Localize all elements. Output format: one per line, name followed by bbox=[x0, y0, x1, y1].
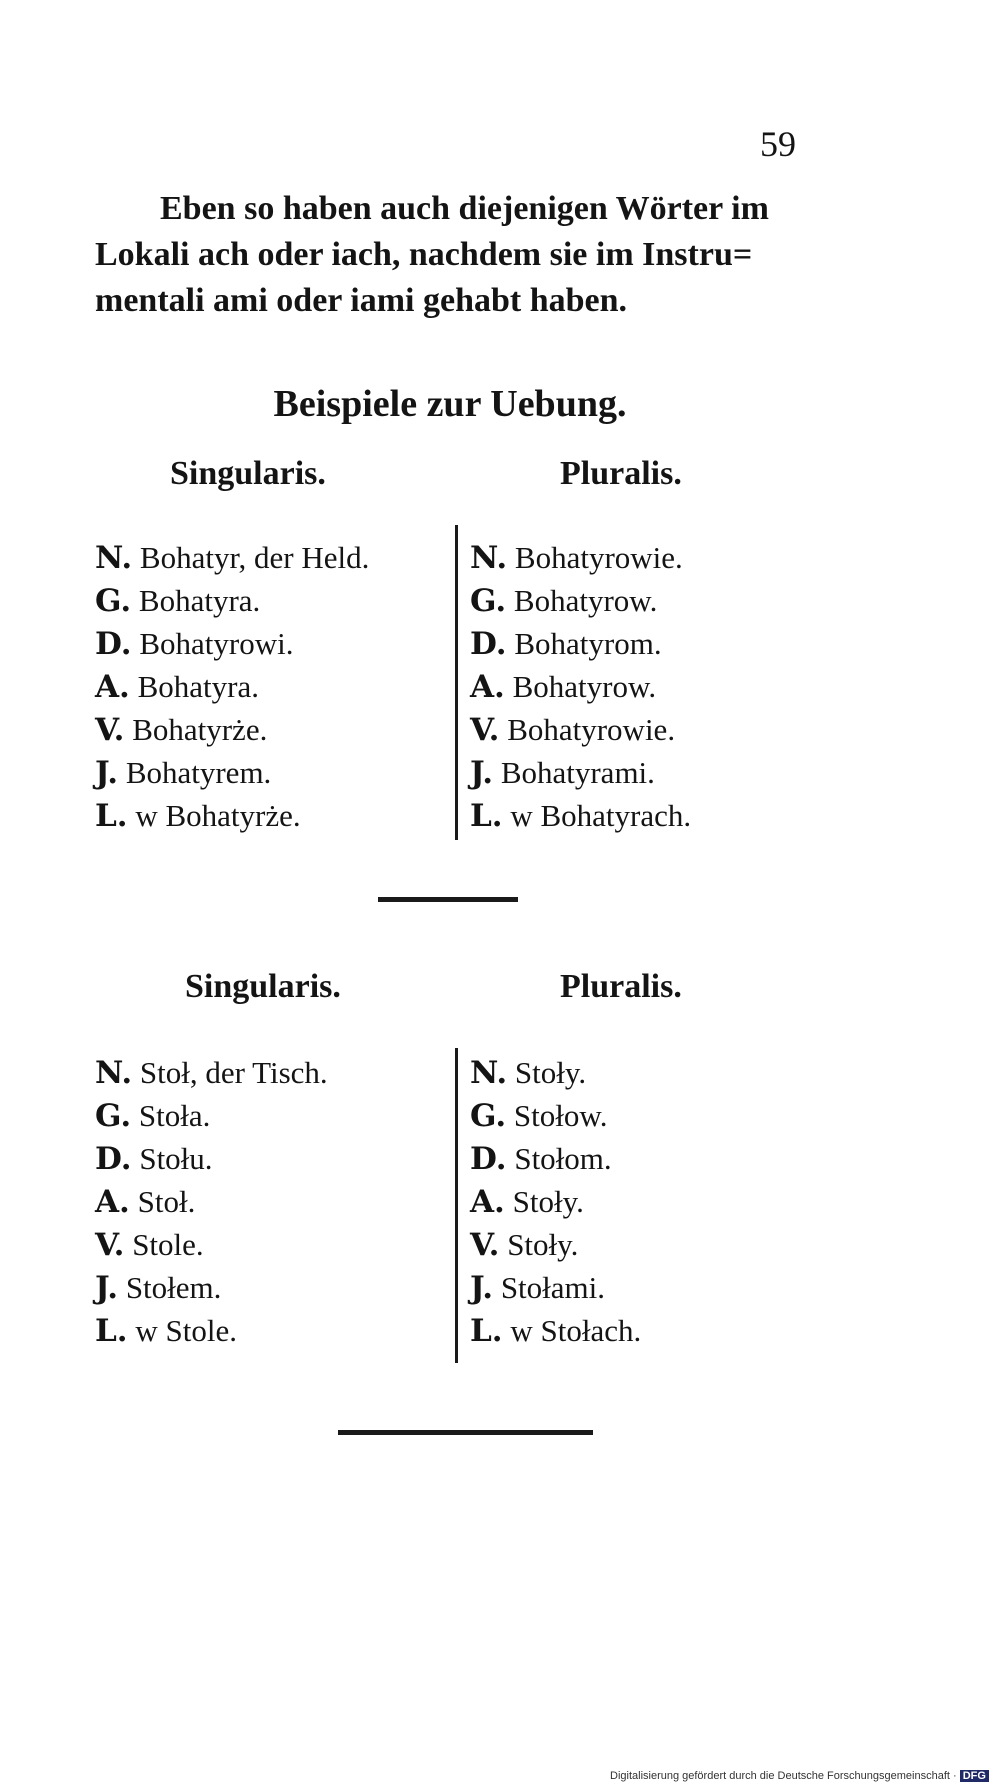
plural-row bbox=[470, 1270, 605, 1306]
word-form: Stołami. bbox=[500, 1270, 606, 1305]
singular-row bbox=[95, 712, 267, 748]
word-form: w Bohatyrach. bbox=[510, 798, 692, 833]
case-label: N. bbox=[470, 540, 508, 576]
word-form: Stoła. bbox=[138, 1098, 211, 1133]
plural-row bbox=[470, 798, 691, 834]
case-label: L. bbox=[470, 1313, 503, 1349]
case-label: L. bbox=[95, 1313, 128, 1349]
case-label: A. bbox=[95, 669, 130, 705]
word-form: Stoł, der Tisch. bbox=[139, 1055, 328, 1090]
word-form: Bohatyrowie. bbox=[507, 712, 676, 747]
singular-row bbox=[95, 540, 369, 576]
word-form: Stole. bbox=[132, 1227, 204, 1262]
singular-row bbox=[95, 798, 301, 834]
intro-line: Eben so haben auch diejenigen Wörter im bbox=[160, 190, 769, 227]
plural-row bbox=[470, 540, 683, 576]
singular-row bbox=[95, 1313, 237, 1349]
word-form: Stoł. bbox=[137, 1184, 196, 1219]
word-form: Bohatyrom. bbox=[514, 626, 662, 661]
case-label: L. bbox=[470, 798, 503, 834]
case-label: G. bbox=[95, 583, 132, 619]
singular-row bbox=[95, 1098, 210, 1134]
plural-row bbox=[470, 669, 656, 705]
case-label: A. bbox=[470, 1184, 505, 1220]
singular-row bbox=[95, 755, 271, 791]
intro-line: Lokali ach oder iach, nachdem sie im Instru= bbox=[95, 236, 753, 273]
singular-row bbox=[95, 626, 293, 662]
page-number: 59 bbox=[760, 124, 796, 164]
plural-row bbox=[470, 1184, 584, 1220]
case-label: N. bbox=[470, 1055, 508, 1091]
singular-header: Singularis. bbox=[170, 455, 326, 492]
case-label: N. bbox=[95, 540, 133, 576]
dfg-logo: DFG bbox=[960, 1770, 989, 1782]
case-label: N. bbox=[95, 1055, 133, 1091]
plural-row bbox=[470, 755, 655, 791]
word-form: Bohatyrow. bbox=[512, 669, 657, 704]
word-form: Bohatyr, der Held. bbox=[139, 540, 370, 575]
word-form: Stołem. bbox=[125, 1270, 222, 1305]
section-rule bbox=[378, 897, 518, 902]
word-form: Stołow. bbox=[513, 1098, 608, 1133]
word-form: Bohatyrowie. bbox=[514, 540, 683, 575]
plural-row bbox=[470, 1141, 612, 1177]
word-form: Stoły. bbox=[512, 1184, 584, 1219]
plural-row bbox=[470, 1055, 586, 1091]
case-label: J. bbox=[95, 1270, 119, 1306]
intro-line: mentali ami oder iami gehabt haben. bbox=[95, 282, 628, 319]
singular-row bbox=[95, 1227, 204, 1263]
singular-row bbox=[95, 583, 260, 619]
case-label: D. bbox=[470, 1141, 507, 1177]
singular-row bbox=[95, 669, 259, 705]
case-label: D. bbox=[95, 626, 132, 662]
word-form: Bohatyrow. bbox=[513, 583, 658, 618]
word-form: Bohatyra. bbox=[137, 669, 259, 704]
word-form: Bohatyrami. bbox=[500, 755, 655, 790]
word-form: Stoły. bbox=[507, 1227, 579, 1262]
digitization-credit bbox=[610, 1770, 989, 1782]
case-label: J. bbox=[470, 1270, 494, 1306]
case-label: V. bbox=[470, 1227, 500, 1263]
word-form: Stoły. bbox=[514, 1055, 587, 1090]
case-label: G. bbox=[95, 1098, 132, 1134]
case-label: D. bbox=[470, 626, 507, 662]
section-heading: Beispiele zur Uebung. bbox=[273, 383, 627, 425]
plural-row bbox=[470, 1098, 608, 1134]
word-form: Bohatyrże. bbox=[132, 712, 268, 747]
case-label: D. bbox=[95, 1141, 132, 1177]
plural-row bbox=[470, 1313, 641, 1349]
singular-row bbox=[95, 1055, 328, 1091]
column-divider bbox=[455, 1048, 458, 1363]
singular-row bbox=[95, 1270, 221, 1306]
plural-row bbox=[470, 1227, 578, 1263]
case-label: A. bbox=[95, 1184, 130, 1220]
case-label: V. bbox=[470, 712, 500, 748]
word-form: Bohatyra. bbox=[138, 583, 261, 618]
case-label: A. bbox=[470, 669, 505, 705]
section-rule bbox=[338, 1430, 593, 1435]
word-form: Stołom. bbox=[514, 1141, 612, 1176]
case-label: V. bbox=[95, 712, 125, 748]
plural-row bbox=[470, 626, 662, 662]
plural-header: Pluralis. bbox=[560, 968, 682, 1005]
word-form: Stołu. bbox=[139, 1141, 213, 1176]
credit-text: Digitalisierung gefördert durch die Deutsche Forschungsgemeinschaft · bbox=[610, 1770, 957, 1782]
case-label: V. bbox=[95, 1227, 125, 1263]
case-label: J. bbox=[95, 755, 119, 791]
singular-header: Singularis. bbox=[185, 968, 341, 1005]
singular-row bbox=[95, 1184, 195, 1220]
word-form: w Bohatyrże. bbox=[135, 798, 301, 833]
plural-row bbox=[470, 583, 657, 619]
case-label: J. bbox=[470, 755, 494, 791]
word-form: Bohatyrowi. bbox=[139, 626, 294, 661]
case-label: G. bbox=[470, 583, 507, 619]
column-divider bbox=[455, 525, 458, 840]
word-form: Bohatyrem. bbox=[125, 755, 272, 790]
case-label: L. bbox=[95, 798, 128, 834]
word-form: w Stole. bbox=[135, 1313, 237, 1348]
plural-header: Pluralis. bbox=[560, 455, 682, 492]
singular-row bbox=[95, 1141, 213, 1177]
plural-row bbox=[470, 712, 675, 748]
case-label: G. bbox=[470, 1098, 507, 1134]
word-form: w Stołach. bbox=[510, 1313, 642, 1348]
